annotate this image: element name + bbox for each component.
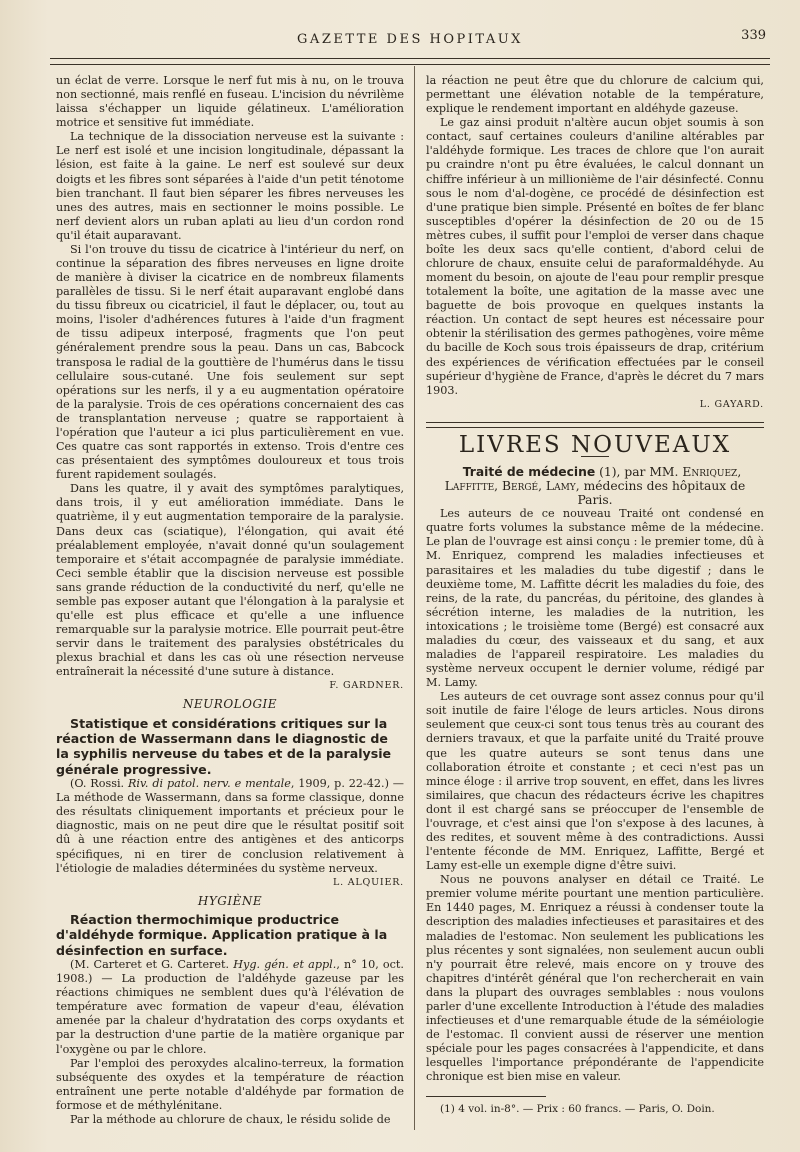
article-text: , 1909, p. 22-42.) — La méthode de Wassermann, dans sa forme classique, donne des résultats cliniquement importants et précieux pour le diagnostic, mais on ne peut dire que le résultat positif soit dû à une réaction entre des antigènes et des anticorps spécifiques, ni en tirer de conclusion relativement à l'étiologie de maladies déterminées du système nerveux. [56, 777, 404, 875]
footnote: (1) 4 vol. in-8°. — Prix : 60 francs. — Paris, O. Doin. [440, 1103, 715, 1116]
left-column [56, 74, 404, 1127]
paragraph: Par la méthode au chlorure de chaux, le résidu solide de [70, 1112, 391, 1126]
author-signature: L. GAYARD. [699, 398, 764, 410]
paragraph: un éclat de verre. Lorsque le nerf fut mis à nu, on le trouva non sectionné, mais renflé en fuseau. L'incision du névrilème laissa s'échapper un liquide gélatineux. L'amélioration motrice et sensitive fut immédiate. [56, 74, 404, 130]
journal-name: Riv. di patol. nerv. e mentale [127, 777, 291, 791]
footnote-rule [426, 1096, 546, 1097]
paragraph: La technique de la dissociation nerveuse est la suivante : Le nerf est isolé et une incision longitudinale, dépassant la lésion, est faite à la gaine. Le nerf est soulevé sur deux doigts et les fibres sont séparées à l'aide d'un petit ténotome bien tranchant. Il faut bien séparer les fibres nerveuses les unes des autres, mais en sectionner le moins possible. Le nerf devient alors un ruban aplati au lieu d'un cordon rond qu'il était auparavant. [56, 130, 404, 242]
paragraph: Le gaz ainsi produit n'altère aucun objet soumis à son contact, sauf certaines couleurs d'aniline altérables par l'aldéhyde formique. Les traces de chlore que l'on aurait pu craindre n'ont pu être évaluées, le calcul donnant un chiffre inférieur à un millionième de l'air désinfecté. Connu sous le nom d'al-dogène, ce procédé de désinfection est d'une pratique bien simple. Présenté en boîtes de fer blanc susceptibles d'opérer la désinfection de 20 ou de 15 mètres cubes, il suffit pour l'emploi de verser dans chaque boîte les deux sacs qu'elle contient, d'abord celui de chlorure de chaux, ensuite celui de paraformaldéhyde. Au moment du besoin, on ajoute de l'eau pour remplir presque totalement la boîte, une agitation de la masse avec une baguette de bois provoque en quelques instants la réaction. Un contact de sept heures est nécessaire pour obtenir la stérilisation des germes pathogènes, voire même du bacille de Koch sous trois épaisseurs de drap, critérium des expériences de vérification effectuées par le conseil supérieur d'hygiène de France, d'après le décret du 7 mars 1903. [426, 116, 764, 397]
paragraph: Si l'on trouve du tissu de cicatrice à l'intérieur du nerf, on continue la séparation des fibres nerveuses en ligne droite de manière à diviser la cicatrice en de nombreux filaments parallèles de tissu. Si le nerf était auparavant englobé dans du tissu fibreux ou cicatriciel, il faut le déplacer, ou, tout au moins, l'isoler d'adhérences futures à l'aide d'un fragment de tissu adipeux interposé, fragments que l'on peut généralement prendre sous la peau. Dans un cas, Babcock transposa le radial de la gouttière de l'humérus dans le tissu cellulaire sous-cutané. Une fois seulement sur sept opérations sur les nerfs, il y a eu augmentation opératoire de la paralysie. Trois de ces opérations concernaient des cas de transplantation nerveuse ; quatre se rapportaient à l'opération que l'auteur a ici plus particulièrement en vue. Ces quatre cas sont rapportés in extenso. Trois d'entre ces cas présentaient des symptômes douloureux et tous trois furent rapidement soulagés. [56, 242, 404, 482]
journal-name: Hyg. gén. et appl. [233, 958, 337, 972]
paragraph: Dans les quatre, il y avait des symptômes paralytiques, dans trois, il y eut amélioration immédiate. Dans le quatrième, il y eut augmentation temporaire de la paralysie. Dans deux cas (sciatique), l'élongation, qui avait été préalablement employée, n'avait donné qu'un soulagement temporaire et s'était accompagnée de paralysie immédiate. Ceci semble établir que la discision nerveuse est possible sans grande réduction de la conductivité du nerf, qu'elle ne semble pas exposer autant que l'élongation à la paralysie et qu'elle est plus efficace et qu'elle a une influence remarquable sur la paralysie motrice. Elle pourrait peut-être servir dans le traitement des paralysies obstétricales du plexus brachial et dans les cas où une résection nerveuse entraînerait la nécessité d'une suture à distance. [56, 482, 404, 679]
paragraph: Par l'emploi des peroxydes alcalino-terreux, la formation subséquente des oxydes et la température de réaction entraînent une perte notable d'aldéhyde par formation de formose et de méthylénitane. [56, 1056, 404, 1112]
section-heading-neurologie: NEUROLOGIE [182, 697, 278, 712]
section-heading-hygiene: HYGIÈNE [197, 893, 263, 908]
article-title: Statistique et considérations critiques sur la réaction de Wassermann dans le diagnostic de la syphilis nerveuse du tabes et de la paralysie générale progressive. [56, 715, 392, 777]
author-signature: L. ALQUIER. [333, 876, 404, 888]
running-head [50, 28, 770, 52]
header-rule [50, 58, 770, 65]
page-number: 339 [741, 28, 766, 43]
article-body [56, 777, 404, 876]
article-body [56, 958, 404, 1057]
paragraph: Les auteurs de ce nouveau Traité ont condensé en quatre forts volumes la substance même de la médecine. Le plan de l'ouvrage est ainsi conçu : le premier tome, dû à M. Enriquez, comprend les maladies infectieuses et parasitaires et les maladies du tube digestif ; dans le deuxième tome, M. Laffitte décrit les maladies du foie, des reins, de la rate, du pancréas, du péritoine, des glandes à sécrétion interne, les maladies de la nutrition, les intoxications ; le troisième tome (Bergé) est consacré aux maladies du cœur, des vaisseaux et du sang, et aux maladies de l'appareil respiratoire. Les maladies du système nerveux occupent le dernier volume, rédigé par M. Lamy. [426, 507, 764, 690]
paragraph: Les auteurs de cet ouvrage sont assez connus pour qu'il soit inutile de faire l'éloge de leurs articles. Nous dirons seulement que ceux-ci sont tous tenus très au courant des derniers travaux, et que la parfaite unité du Traité prouve que les quatre auteurs se sont tenus dans une collaboration étroite et constante ; et ceci n'est pas un mince éloge : il arrive trop souvent, en effet, dans les livres similaires, que chacun des rédacteurs écrive les chapitres dont il est chargé sans se préoccuper de l'ensemble de l'ouvrage, et c'est ainsi que l'on s'expose à des lacunes, à des redites, et souvent même à des contradictions. Aussi l'entente féconde de MM. Enriquez, Laffitte, Bergé et Lamy est-elle un exemple digne d'être suivi. [426, 690, 764, 873]
paragraph: la réaction ne peut être que du chlorure de calcium qui, permettant une élévation notable de la température, explique le rendement important en aldéhyde gazeuse. [426, 74, 764, 116]
article-title: Réaction thermochimique productrice d'aldéhyde formique. Application pratique à la désinfection en surface. [56, 911, 388, 958]
book-note: (1), par MM. [595, 464, 683, 479]
paragraph: Nous ne pouvons analyser en détail ce Traité. Le premier volume mérite pourtant une mention particulière. En 1440 pages, M. Enriquez a réussi à condenser toute la description des maladies infectieuses et parasitaires et des maladies de l'estomac. Non seulement les publications les plus récentes y sont signalées, non seulement aucun oubli n'y pourrait être relevé, mais encore on y trouve des chapitres d'intérêt général que l'on rechercherait en vain dans la plupart des ouvrages semblables : nous voulons parler d'une excellente Introduction à l'étude des maladies infectieuses et d'une remarquable étude de la séméiologie de l'estomac. Il convient aussi de réserver une mention spéciale pour les pages consacrées à l'appendicite, et dans lesquelles l'importance prépondérante de l'appendicite chronique est bien mise en valeur. [426, 873, 764, 1084]
column-divider [414, 66, 415, 1130]
author-signature: F. GARDNER. [329, 680, 404, 692]
article-text: , n° 10, oct. 1908.) — La production de l'aldéhyde gazeuse par les réactions chimiques ne semblent dues qu'à l'élévation de température avec formation de vapeur d'eau, élévation amenée par la chaleur d'hydratation des corps oxydants et par la destruction d'une partie de la matière organique par l'oxygène ou par le chlore. [56, 958, 404, 1056]
citation-authors: (O. Rossi. [70, 777, 128, 791]
running-title: GAZETTE DES HOPITAUX [297, 32, 523, 47]
right-column [426, 74, 764, 1116]
section-rule [426, 422, 764, 428]
book-authors: Enriquez, Laffitte, Bergé, Lamy [444, 464, 742, 494]
book-entry-heading [426, 465, 764, 507]
book-title: Traité de médecine [462, 464, 596, 479]
book-affiliation: , médecins des hôpitaux de Paris. [575, 479, 746, 508]
section-heading-livres-nouveaux: LIVRES NOUVEAUX [458, 431, 732, 458]
citation-authors: (M. Carteret et G. Carteret. [70, 958, 234, 972]
